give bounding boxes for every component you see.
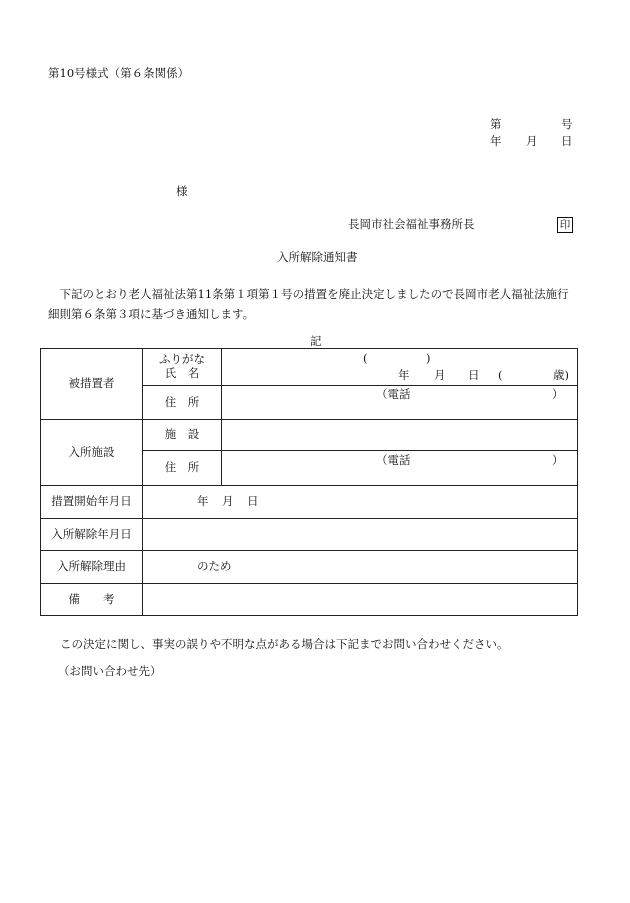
addressee-suffix: 様	[176, 184, 188, 198]
cancel-date-label-cell	[41, 519, 143, 551]
reason-label-cell	[41, 551, 143, 584]
person-label: 被措置者	[68, 376, 115, 391]
facility-tel-open: （電話	[376, 453, 411, 467]
doc-date-year: 年	[490, 134, 502, 148]
facility-address-label-cell	[143, 451, 222, 486]
seal-mark: 印	[557, 217, 573, 233]
name-value-cell[interactable]	[222, 349, 578, 386]
address-label: 住 所	[164, 394, 200, 409]
facility-name-label-cell	[143, 420, 222, 451]
furigana-name-label-cell	[143, 349, 222, 386]
remarks-label-cell	[41, 584, 143, 616]
remarks-value-cell[interactable]	[143, 584, 578, 616]
contact-label: （お問い合わせ先）	[58, 664, 162, 678]
reason-value: のため	[197, 559, 232, 573]
body-line-2: 細則第６条第３項に基づき通知します。	[48, 307, 255, 321]
name-label: 氏 名	[164, 366, 200, 380]
notification-table	[40, 348, 578, 616]
remarks-label: 備 考	[68, 591, 115, 606]
doc-number-go: 号	[561, 117, 573, 131]
reason-value-cell[interactable]	[143, 551, 578, 584]
body-text	[48, 284, 588, 324]
birth-day: 日	[468, 368, 480, 382]
doc-date-day: 日	[561, 134, 573, 148]
age-label: 歳)	[553, 368, 569, 382]
birth-year: 年	[398, 368, 410, 382]
birth-month: 月	[434, 368, 446, 382]
cancel-date-value-cell[interactable]	[143, 519, 578, 551]
document-title: 入所解除通知書	[277, 250, 358, 264]
facility-name-label: 施 設	[164, 427, 200, 442]
doc-date-month: 月	[526, 134, 538, 148]
age-paren-open: (	[498, 368, 503, 382]
facility-tel-close: ）	[552, 453, 564, 467]
start-date-value-cell[interactable]	[143, 486, 578, 519]
furigana-paren-open: (	[363, 351, 368, 365]
tel-open: （電話	[376, 387, 411, 401]
footer-note: この決定に関し、事実の誤りや不明な点がある場合は下記までお問い合わせください。	[60, 637, 509, 651]
start-month: 月	[222, 494, 234, 508]
tel-close: ）	[552, 387, 564, 401]
person-label-cell	[41, 349, 143, 420]
start-date-label: 措置開始年月日	[51, 494, 132, 509]
start-year: 年	[197, 494, 209, 508]
sender: 長岡市社会福祉事務所長	[348, 217, 475, 231]
facility-label-cell	[41, 420, 143, 486]
furigana-paren-close: )	[426, 351, 431, 365]
furigana-label: ふりがな	[159, 352, 205, 367]
doc-number-dai: 第	[490, 117, 502, 131]
start-date-label-cell	[41, 486, 143, 519]
facility-name-value-cell[interactable]	[222, 420, 578, 451]
start-day: 日	[247, 494, 259, 508]
reason-label: 入所解除理由	[57, 559, 126, 574]
body-line-1: 下記のとおり老人福祉法第11条第１項第１号の措置を廃止決定しましたので長岡市老人福祉法施行	[59, 287, 569, 301]
cancel-date-label: 入所解除年月日	[51, 526, 132, 541]
facility-address-value-cell[interactable]	[222, 451, 578, 486]
address-value-cell[interactable]	[222, 386, 578, 420]
form-number: 第10号様式（第６条関係）	[48, 66, 190, 80]
address-label-cell	[143, 386, 222, 420]
facility-label: 入所施設	[68, 444, 115, 459]
ki-label: 記	[310, 334, 322, 348]
facility-address-label: 住 所	[164, 460, 200, 475]
